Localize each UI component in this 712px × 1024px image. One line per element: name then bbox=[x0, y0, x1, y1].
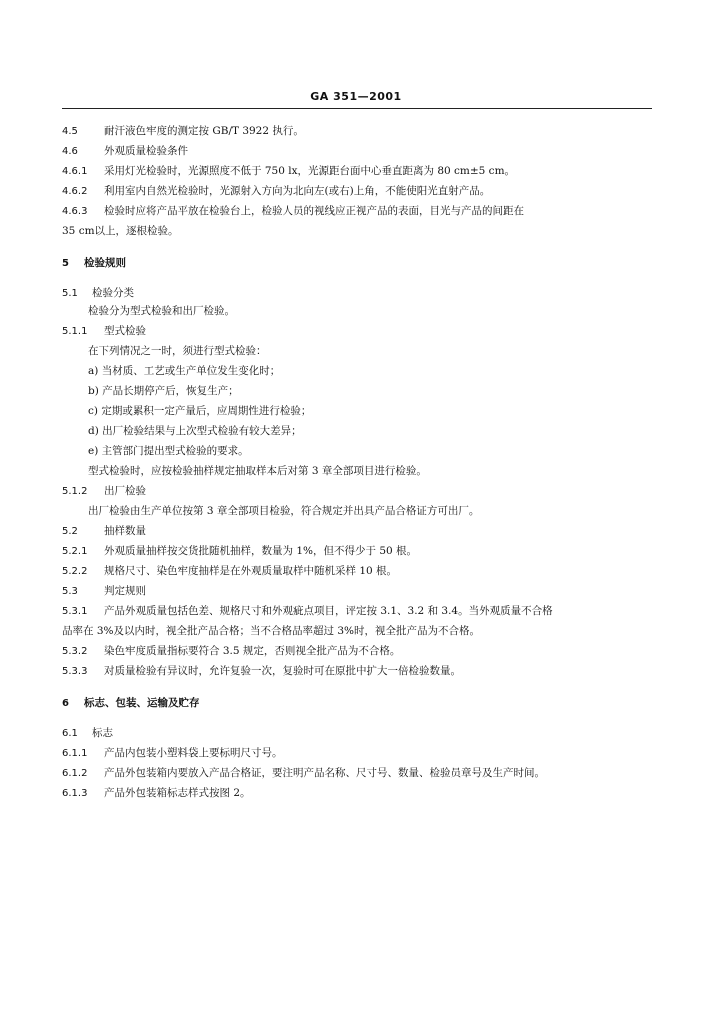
clause-line: 5.1.1 型式检验 bbox=[62, 325, 146, 337]
clause-line: 5.3.1 产品外观质量包括色差、规格尺寸和外观疵点项目，评定按 3.1、3.2 和 3.4。当外观质量不合格 bbox=[62, 605, 553, 617]
clause-paragraph: 型式检验时，应按检验抽样规定抽取样本后对第 3 章全部项目进行检验。 bbox=[88, 465, 427, 477]
clause-line: 5.1.2 出厂检验 bbox=[62, 485, 146, 497]
clause-line: 6.1 标志 bbox=[62, 727, 113, 739]
clause-line: 5.1 检验分类 bbox=[62, 287, 134, 299]
clause-line: 5.3 判定规则 bbox=[62, 585, 146, 597]
clause-line: 4.6.1 采用灯光检验时，光源照度不低于 750 lx，光源距台面中心垂直距离为 80 cm±5 cm。 bbox=[62, 165, 516, 177]
clause-line: 5.2 抽样数量 bbox=[62, 525, 146, 537]
list-item: a) 当材质、工艺或生产单位发生变化时； bbox=[88, 365, 281, 377]
list-item: d) 出厂检验结果与上次型式检验有较大差异； bbox=[88, 425, 302, 437]
clause-line: 4.6 外观质量检验条件 bbox=[62, 145, 188, 157]
clause-line: 5.2.2 规格尺寸、染色牢度抽样是在外观质量取样中随机采样 10 根。 bbox=[62, 565, 398, 577]
clause-line: 6.1.2 产品外包装箱内要放入产品合格证，要注明产品名称、尺寸号、数量、检验员章号及生产时间。 bbox=[62, 767, 545, 779]
clause-paragraph: 检验分为型式检验和出厂检验。 bbox=[88, 305, 235, 317]
clause-line: 5.3.3 对质量检验有异议时，允许复验一次，复验时可在原批中扩大一倍检验数量。 bbox=[62, 665, 461, 677]
clause-paragraph: 在下列情况之一时，须进行型式检验： bbox=[88, 345, 267, 357]
clause-line: 6.1.1 产品内包装小塑料袋上要标明尺寸号。 bbox=[62, 747, 283, 759]
list-item: e) 主管部门提出型式检验的要求。 bbox=[88, 445, 249, 457]
clause-line: 5.3.2 染色牢度质量指标要符合 3.5 规定，否则视全批产品为不合格。 bbox=[62, 645, 401, 657]
section-heading: 6 标志、包装、运输及贮存 bbox=[62, 697, 200, 709]
list-item: c) 定期或累积一定产量后，应周期性进行检验； bbox=[88, 405, 312, 417]
clause-line: 5.2.1 外观质量抽样按交货批随机抽样，数量为 1%，但不得少于 50 根。 bbox=[62, 545, 418, 557]
clause-line: 4.6.3 检验时应将产品平放在检验台上，检验人员的视线应正视产品的表面，目光与产品的间距在 bbox=[62, 205, 524, 217]
clause-line: 6.1.3 产品外包装箱标志样式按图 2。 bbox=[62, 787, 251, 799]
clause-line: 4.5 耐汗液色牢度的测定按 GB/T 3922 执行。 bbox=[62, 125, 304, 137]
standard-code-header: GA 351—2001 bbox=[310, 90, 402, 103]
clause-paragraph: 出厂检验由生产单位按第 3 章全部项目检验，符合规定并出具产品合格证方可出厂。 bbox=[88, 505, 480, 517]
clause-continuation: 35 cm以上，逐根检验。 bbox=[62, 225, 179, 237]
clause-line: 4.6.2 利用室内自然光检验时，光源射入方向为北向左(或右)上角，不能使阳光直射产品。 bbox=[62, 185, 491, 197]
header-rule bbox=[62, 108, 652, 109]
list-item: b) 产品长期停产后，恢复生产； bbox=[88, 385, 239, 397]
section-heading: 5 检验规则 bbox=[62, 257, 126, 269]
clause-continuation: 品率在 3%及以内时，视全批产品合格；当不合格品率超过 3%时，视全批产品为不合格。 bbox=[62, 625, 480, 637]
